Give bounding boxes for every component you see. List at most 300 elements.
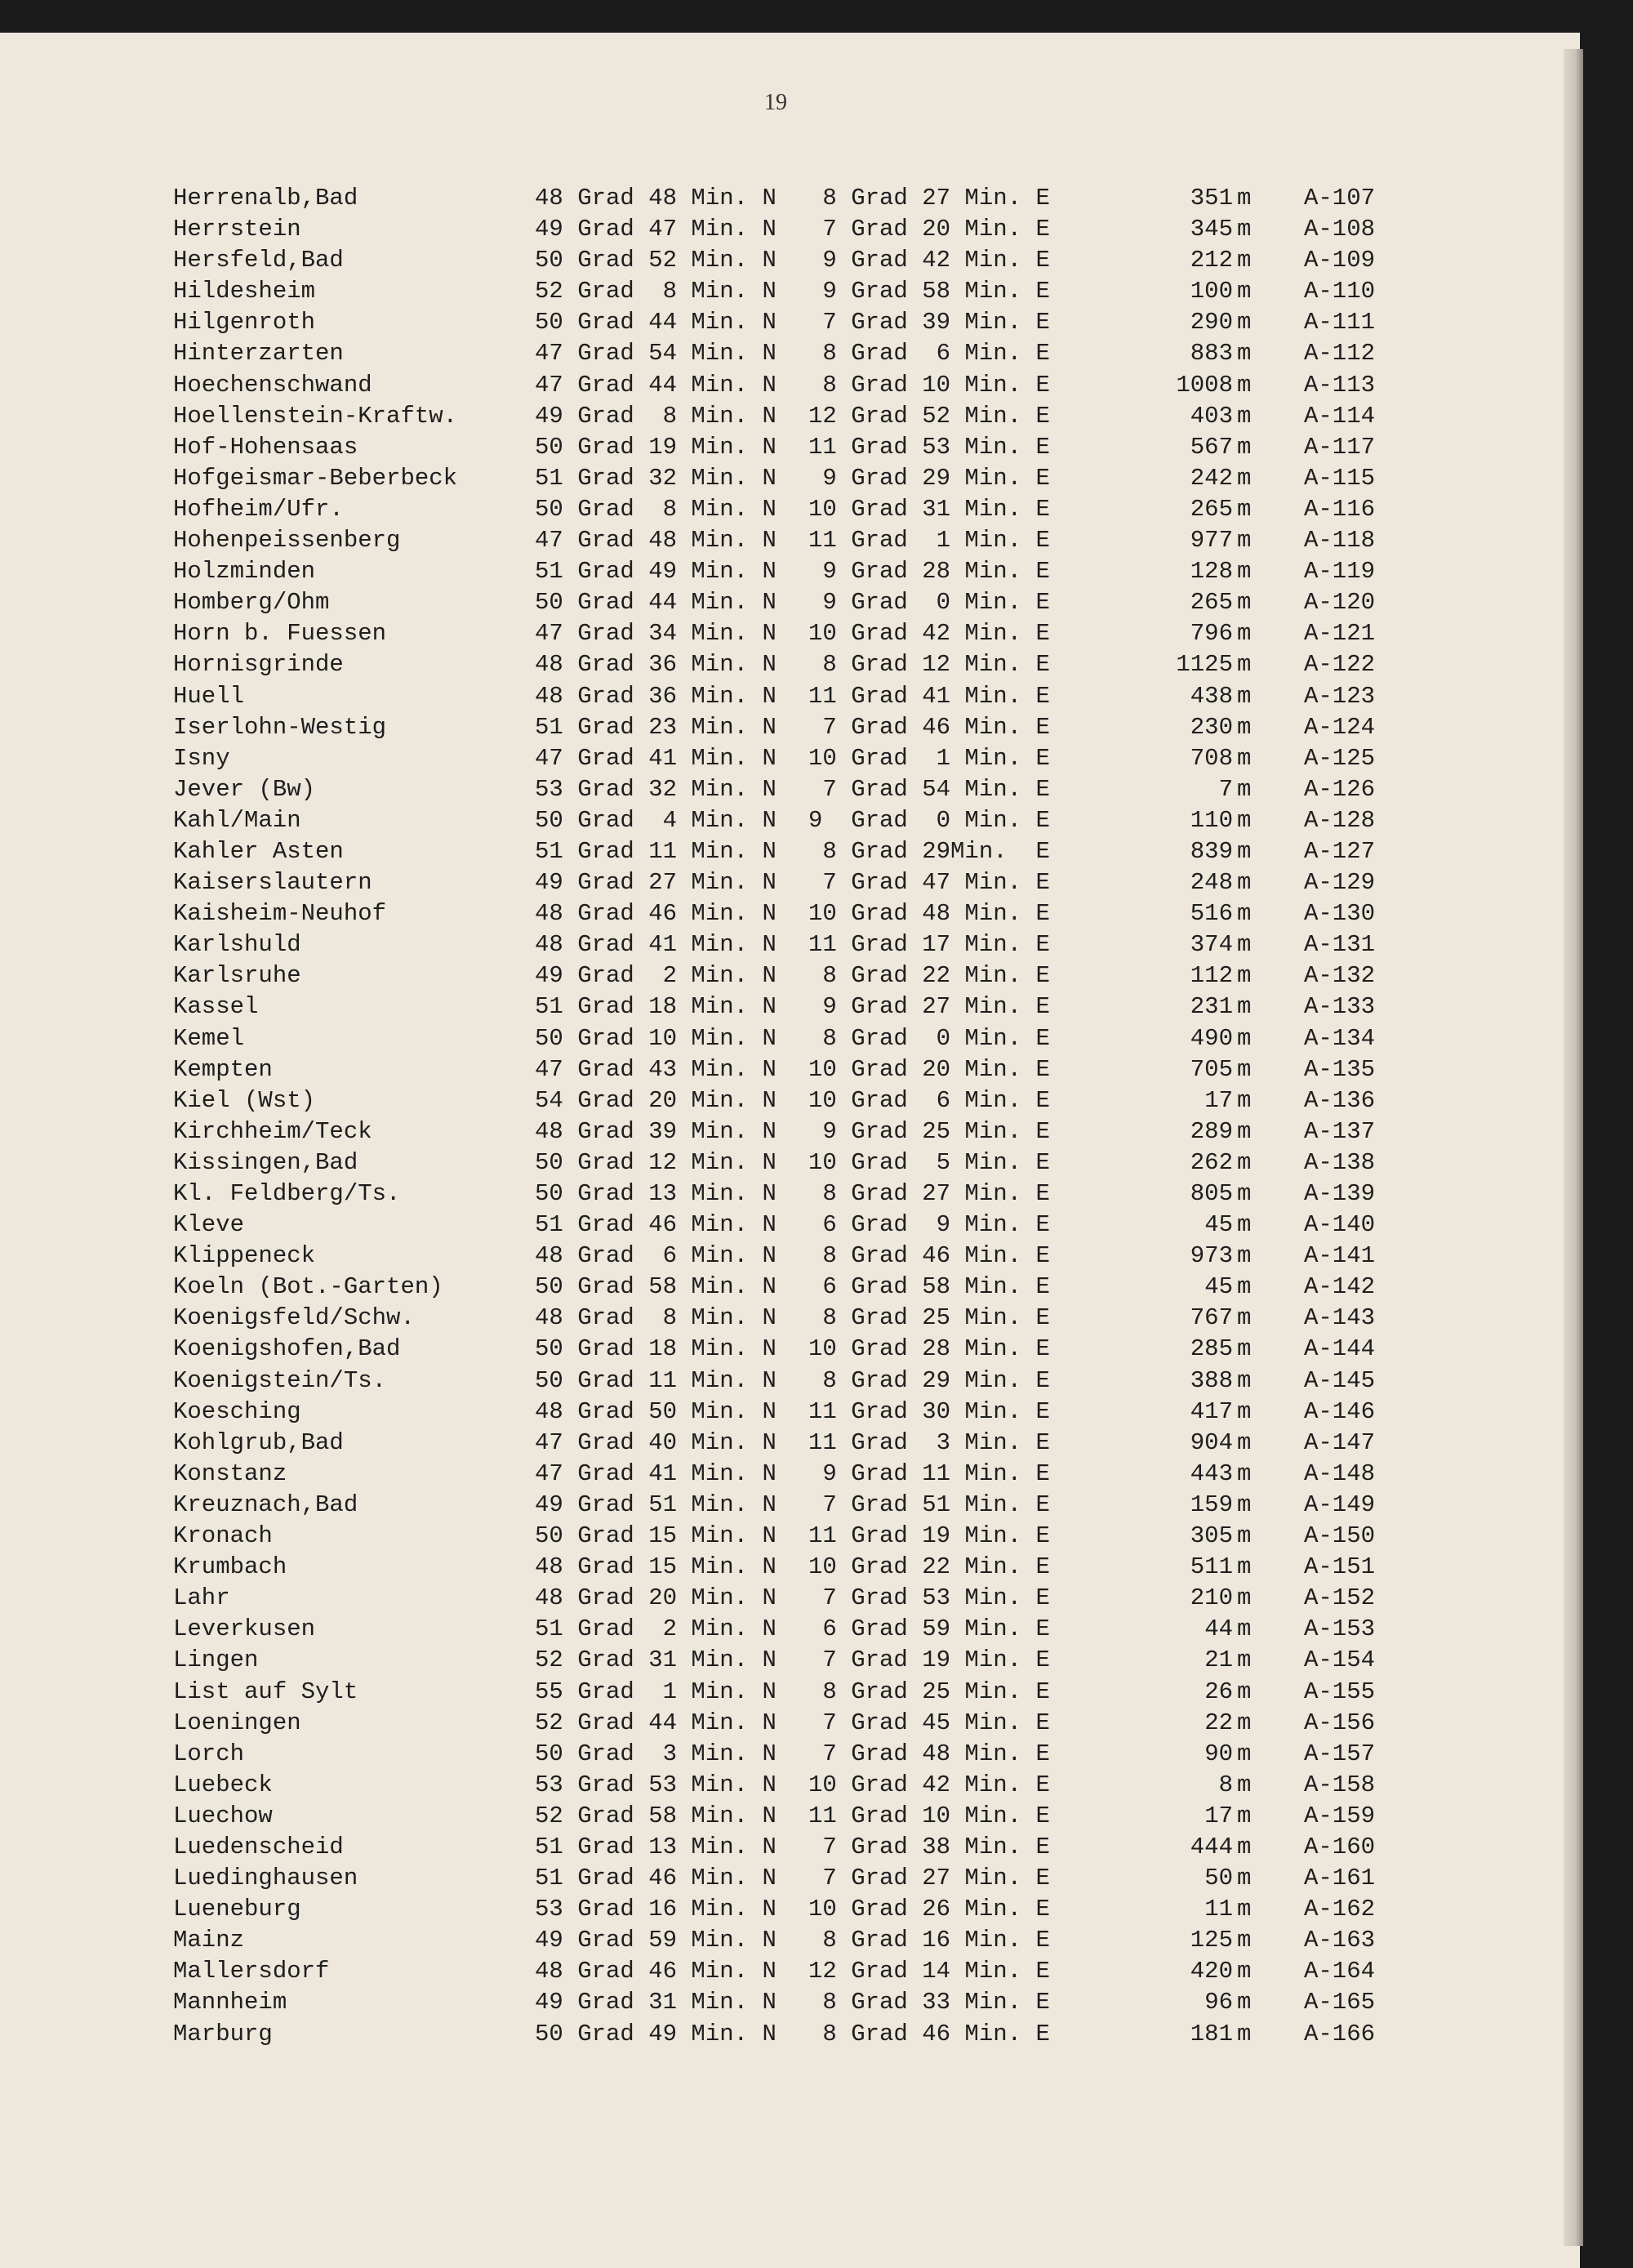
altitude-unit: m: [1237, 1335, 1252, 1363]
station-name: Kissingen,Bad: [173, 1148, 358, 1176]
latitude: 49 Grad 47 Min. N: [535, 216, 776, 243]
altitude-unit: m: [1237, 1428, 1252, 1456]
latitude: 48 Grad 36 Min. N: [535, 682, 776, 710]
station-name: Hilgenroth: [173, 309, 316, 336]
altitude-unit: m: [1237, 1771, 1252, 1798]
station-name: Marburg: [173, 2020, 273, 2047]
station-id: A-150: [1304, 1522, 1376, 1550]
latitude: 50 Grad 44 Min. N: [535, 589, 776, 617]
longitude: 10 Grad 48 Min. E: [808, 900, 1050, 928]
station-name: Kreuznach,Bad: [173, 1490, 358, 1518]
altitude: 305: [1190, 1522, 1233, 1550]
longitude: 10 Grad 31 Min. E: [808, 495, 1050, 523]
altitude: 708: [1190, 744, 1233, 772]
altitude-unit: m: [1237, 1055, 1252, 1083]
altitude: 44: [1204, 1615, 1233, 1643]
station-id: A-142: [1304, 1273, 1376, 1301]
station-id: A-117: [1304, 433, 1376, 461]
altitude: 210: [1190, 1584, 1233, 1612]
altitude-unit: m: [1237, 962, 1252, 990]
station-id: A-138: [1304, 1148, 1376, 1176]
table-row: [0, 525, 1551, 556]
latitude: 52 Grad 58 Min. N: [535, 1802, 776, 1829]
station-name: Karlsruhe: [173, 962, 301, 990]
station-name: Herrstein: [173, 216, 301, 243]
station-name: Koenigshofen,Bad: [173, 1335, 401, 1363]
altitude-unit: m: [1237, 682, 1252, 710]
station-id: A-125: [1304, 744, 1376, 772]
altitude: 516: [1190, 900, 1233, 928]
altitude-unit: m: [1237, 1646, 1252, 1674]
table-row: [0, 338, 1551, 369]
station-id: A-164: [1304, 1958, 1376, 1985]
latitude: 48 Grad 48 Min. N: [535, 185, 776, 212]
longitude: 7 Grad 19 Min. E: [808, 1646, 1050, 1674]
longitude: 7 Grad 53 Min. E: [808, 1584, 1050, 1612]
longitude: 7 Grad 47 Min. E: [808, 869, 1050, 897]
longitude: 8 Grad 12 Min. E: [808, 651, 1050, 679]
station-id: A-132: [1304, 962, 1376, 990]
station-name: Kronach: [173, 1522, 273, 1550]
altitude: 1125: [1176, 651, 1233, 679]
altitude-unit: m: [1237, 993, 1252, 1021]
latitude: 47 Grad 41 Min. N: [535, 1459, 776, 1487]
latitude: 48 Grad 15 Min. N: [535, 1553, 776, 1581]
station-name: Kiel (Wst): [173, 1086, 316, 1114]
station-id: A-108: [1304, 216, 1376, 243]
table-row: [0, 1054, 1551, 1085]
table-row: [0, 1085, 1551, 1116]
longitude: 10 Grad 26 Min. E: [808, 1896, 1050, 1923]
station-id: A-136: [1304, 1086, 1376, 1114]
longitude: 11 Grad 53 Min. E: [808, 433, 1050, 461]
altitude-unit: m: [1237, 1148, 1252, 1176]
longitude: 8 Grad 10 Min. E: [808, 371, 1050, 399]
latitude: 47 Grad 41 Min. N: [535, 744, 776, 772]
station-id: A-146: [1304, 1397, 1376, 1425]
table-row: [0, 1241, 1551, 1272]
altitude-unit: m: [1237, 1896, 1252, 1923]
station-id: A-141: [1304, 1242, 1376, 1270]
altitude: 212: [1190, 247, 1233, 274]
latitude: 48 Grad 8 Min. N: [535, 1304, 776, 1332]
longitude: 10 Grad 22 Min. E: [808, 1553, 1050, 1581]
longitude: 7 Grad 39 Min. E: [808, 309, 1050, 336]
latitude: 50 Grad 13 Min. N: [535, 1180, 776, 1207]
station-id: A-135: [1304, 1055, 1376, 1083]
station-id: A-163: [1304, 1927, 1376, 1954]
table-row: [0, 556, 1551, 587]
altitude-unit: m: [1237, 651, 1252, 679]
altitude: 351: [1190, 185, 1233, 212]
altitude: 50: [1204, 1865, 1233, 1892]
station-name: Karlshuld: [173, 931, 301, 959]
latitude: 48 Grad 39 Min. N: [535, 1117, 776, 1145]
altitude: 388: [1190, 1366, 1233, 1394]
station-id: A-112: [1304, 340, 1376, 368]
latitude: 51 Grad 46 Min. N: [535, 1865, 776, 1892]
table-row: [0, 1490, 1551, 1521]
station-id: A-162: [1304, 1896, 1376, 1923]
latitude: 50 Grad 18 Min. N: [535, 1335, 776, 1363]
table-row: [0, 1708, 1551, 1739]
station-id: A-115: [1304, 464, 1376, 492]
table-row: [0, 991, 1551, 1023]
latitude: 50 Grad 52 Min. N: [535, 247, 776, 274]
station-id: A-151: [1304, 1553, 1376, 1581]
altitude-unit: m: [1237, 216, 1252, 243]
table-row: [0, 1521, 1551, 1552]
altitude-unit: m: [1237, 185, 1252, 212]
station-id: A-123: [1304, 682, 1376, 710]
station-name: Hohenpeissenberg: [173, 527, 401, 555]
station-id: A-152: [1304, 1584, 1376, 1612]
station-id: A-113: [1304, 371, 1376, 399]
page-edge: [1564, 49, 1583, 2246]
station-id: A-107: [1304, 185, 1376, 212]
table-row: [0, 867, 1551, 898]
altitude-unit: m: [1237, 1833, 1252, 1860]
longitude: 8 Grad 25 Min. E: [808, 1678, 1050, 1705]
station-id: A-120: [1304, 589, 1376, 617]
station-name: Huell: [173, 682, 245, 710]
table-row: [0, 1925, 1551, 1956]
station-name: Kaiserslautern: [173, 869, 372, 897]
altitude-unit: m: [1237, 589, 1252, 617]
station-name: Kirchheim/Teck: [173, 1117, 372, 1145]
latitude: 47 Grad 48 Min. N: [535, 527, 776, 555]
latitude: 54 Grad 20 Min. N: [535, 1086, 776, 1114]
station-name: List auf Sylt: [173, 1678, 358, 1705]
longitude: 10 Grad 6 Min. E: [808, 1086, 1050, 1114]
table-row: [0, 183, 1551, 214]
altitude: 1008: [1176, 371, 1233, 399]
station-name: Kaisheim-Neuhof: [173, 900, 387, 928]
longitude: 9 Grad 27 Min. E: [808, 993, 1050, 1021]
station-name: Hildesheim: [173, 278, 316, 305]
station-name: Klippeneck: [173, 1242, 316, 1270]
table-row: [0, 432, 1551, 463]
altitude-unit: m: [1237, 464, 1252, 492]
altitude-unit: m: [1237, 1490, 1252, 1518]
station-id: A-109: [1304, 247, 1376, 274]
longitude: 6 Grad 59 Min. E: [808, 1615, 1050, 1643]
table-row: [0, 898, 1551, 929]
longitude: 6 Grad 58 Min. E: [808, 1273, 1050, 1301]
station-name: Kassel: [173, 993, 259, 1021]
longitude: 8 Grad 0 Min. E: [808, 1024, 1050, 1052]
altitude: 22: [1204, 1709, 1233, 1736]
station-id: A-133: [1304, 993, 1376, 1021]
latitude: 50 Grad 19 Min. N: [535, 433, 776, 461]
latitude: 48 Grad 41 Min. N: [535, 931, 776, 959]
altitude-unit: m: [1237, 1678, 1252, 1705]
latitude: 51 Grad 46 Min. N: [535, 1211, 776, 1239]
table-row: [0, 1770, 1551, 1801]
station-name: Homberg/Ohm: [173, 589, 330, 617]
altitude-unit: m: [1237, 1927, 1252, 1954]
altitude: 490: [1190, 1024, 1233, 1052]
table-row: [0, 494, 1551, 525]
altitude-unit: m: [1237, 1865, 1252, 1892]
altitude-unit: m: [1237, 1709, 1252, 1736]
station-name: Luedinghausen: [173, 1865, 358, 1892]
station-id: A-145: [1304, 1366, 1376, 1394]
altitude: 904: [1190, 1428, 1233, 1456]
station-id: A-130: [1304, 900, 1376, 928]
altitude-unit: m: [1237, 1024, 1252, 1052]
longitude: 10 Grad 20 Min. E: [808, 1055, 1050, 1083]
station-name: Luebeck: [173, 1771, 273, 1798]
altitude-unit: m: [1237, 2020, 1252, 2047]
station-id: A-143: [1304, 1304, 1376, 1332]
altitude: 977: [1190, 527, 1233, 555]
altitude-unit: m: [1237, 495, 1252, 523]
altitude-unit: m: [1237, 402, 1252, 430]
altitude: 973: [1190, 1242, 1233, 1270]
altitude: 805: [1190, 1180, 1233, 1207]
altitude-unit: m: [1237, 558, 1252, 586]
station-id: A-129: [1304, 869, 1376, 897]
longitude: 8 Grad 46 Min. E: [808, 1242, 1050, 1270]
table-row: [0, 1677, 1551, 1708]
table-row: [0, 805, 1551, 836]
altitude-unit: m: [1237, 1086, 1252, 1114]
latitude: 47 Grad 40 Min. N: [535, 1428, 776, 1456]
altitude-unit: m: [1237, 806, 1252, 834]
longitude: 12 Grad 14 Min. E: [808, 1958, 1050, 1985]
table-row: [0, 1397, 1551, 1428]
altitude-unit: m: [1237, 371, 1252, 399]
station-name: Kempten: [173, 1055, 273, 1083]
table-row: [0, 1739, 1551, 1770]
longitude: 9 Grad 29 Min. E: [808, 464, 1050, 492]
table-row: [0, 245, 1551, 276]
station-id: A-147: [1304, 1428, 1376, 1456]
altitude: 45: [1204, 1211, 1233, 1239]
table-row: [0, 1645, 1551, 1676]
longitude: 6 Grad 9 Min. E: [808, 1211, 1050, 1239]
altitude: 181: [1190, 2020, 1233, 2047]
table-row: [0, 774, 1551, 805]
page-number: 19: [764, 90, 787, 115]
station-name: Kohlgrub,Bad: [173, 1428, 344, 1456]
longitude: 11 Grad 10 Min. E: [808, 1802, 1050, 1829]
altitude: 839: [1190, 837, 1233, 865]
station-id: A-134: [1304, 1024, 1376, 1052]
station-id: A-139: [1304, 1180, 1376, 1207]
latitude: 52 Grad 8 Min. N: [535, 278, 776, 305]
altitude-unit: m: [1237, 1304, 1252, 1332]
station-name: Koenigsfeld/Schw.: [173, 1304, 415, 1332]
station-name: Koeln (Bot.-Garten): [173, 1273, 443, 1301]
longitude: 9 Grad 0 Min. E: [808, 589, 1050, 617]
altitude-unit: m: [1237, 1802, 1252, 1829]
altitude: 374: [1190, 931, 1233, 959]
station-id: A-159: [1304, 1802, 1376, 1829]
station-id: A-116: [1304, 495, 1376, 523]
altitude-unit: m: [1237, 1180, 1252, 1207]
table-row: [0, 1210, 1551, 1241]
latitude: 49 Grad 27 Min. N: [535, 869, 776, 897]
station-id: A-149: [1304, 1490, 1376, 1518]
station-name: Hof-Hohensaas: [173, 433, 358, 461]
longitude: 10 Grad 42 Min. E: [808, 1771, 1050, 1798]
station-id: A-155: [1304, 1678, 1376, 1705]
station-id: A-110: [1304, 278, 1376, 305]
station-id: A-121: [1304, 620, 1376, 648]
latitude: 52 Grad 44 Min. N: [535, 1709, 776, 1736]
station-name: Jever (Bw): [173, 775, 316, 803]
longitude: 8 Grad 6 Min. E: [808, 340, 1050, 368]
latitude: 50 Grad 3 Min. N: [535, 1740, 776, 1767]
station-name: Lingen: [173, 1646, 259, 1674]
latitude: 50 Grad 8 Min. N: [535, 495, 776, 523]
table-row: [0, 307, 1551, 338]
altitude-unit: m: [1237, 340, 1252, 368]
longitude: 8 Grad 27 Min. E: [808, 1180, 1050, 1207]
table-row: [0, 401, 1551, 432]
latitude: 50 Grad 10 Min. N: [535, 1024, 776, 1052]
altitude-unit: m: [1237, 837, 1252, 865]
altitude-unit: m: [1237, 1584, 1252, 1612]
station-id: A-157: [1304, 1740, 1376, 1767]
altitude: 705: [1190, 1055, 1233, 1083]
longitude: 10 Grad 42 Min. E: [808, 620, 1050, 648]
station-id: A-156: [1304, 1709, 1376, 1736]
altitude: 231: [1190, 993, 1233, 1021]
latitude: 50 Grad 11 Min. N: [535, 1366, 776, 1394]
altitude-unit: m: [1237, 1989, 1252, 2016]
table-row: [0, 1801, 1551, 1832]
station-name: Koesching: [173, 1397, 301, 1425]
latitude: 51 Grad 11 Min. N: [535, 837, 776, 865]
altitude: 21: [1204, 1646, 1233, 1674]
station-name: Holzminden: [173, 558, 316, 586]
table-row: [0, 743, 1551, 774]
longitude: 9 Grad 25 Min. E: [808, 1117, 1050, 1145]
altitude: 230: [1190, 713, 1233, 741]
station-id: A-111: [1304, 309, 1376, 336]
table-row: [0, 1147, 1551, 1179]
latitude: 49 Grad 59 Min. N: [535, 1927, 776, 1954]
altitude: 417: [1190, 1397, 1233, 1425]
station-name: Mallersdorf: [173, 1958, 330, 1985]
station-name: Kahl/Main: [173, 806, 301, 834]
latitude: 47 Grad 54 Min. N: [535, 340, 776, 368]
altitude-unit: m: [1237, 278, 1252, 305]
longitude: 8 Grad 22 Min. E: [808, 962, 1050, 990]
station-id: A-126: [1304, 775, 1376, 803]
latitude: 50 Grad 44 Min. N: [535, 309, 776, 336]
altitude: 96: [1204, 1989, 1233, 2016]
latitude: 49 Grad 2 Min. N: [535, 962, 776, 990]
altitude: 265: [1190, 495, 1233, 523]
altitude-unit: m: [1237, 433, 1252, 461]
altitude: 289: [1190, 1117, 1233, 1145]
station-name: Loeningen: [173, 1709, 301, 1736]
table-row: [0, 1428, 1551, 1459]
altitude: 567: [1190, 433, 1233, 461]
station-name: Kleve: [173, 1211, 245, 1239]
longitude: 11 Grad 19 Min. E: [808, 1522, 1050, 1550]
table-row: [0, 1272, 1551, 1303]
table-row: [0, 649, 1551, 680]
station-id: A-114: [1304, 402, 1376, 430]
table-row: [0, 681, 1551, 712]
station-name: Mannheim: [173, 1989, 287, 2016]
longitude: 8 Grad 33 Min. E: [808, 1989, 1050, 2016]
table-row: [0, 1459, 1551, 1490]
altitude: 26: [1204, 1678, 1233, 1705]
latitude: 52 Grad 31 Min. N: [535, 1646, 776, 1674]
altitude: 511: [1190, 1553, 1233, 1581]
longitude: 11 Grad 17 Min. E: [808, 931, 1050, 959]
longitude: 12 Grad 52 Min. E: [808, 402, 1050, 430]
altitude: 248: [1190, 869, 1233, 897]
longitude: 7 Grad 45 Min. E: [808, 1709, 1050, 1736]
table-row: [0, 1116, 1551, 1147]
altitude: 345: [1190, 216, 1233, 243]
latitude: 48 Grad 46 Min. N: [535, 900, 776, 928]
altitude: 443: [1190, 1459, 1233, 1487]
station-id: A-154: [1304, 1646, 1376, 1674]
station-id: A-118: [1304, 527, 1376, 555]
altitude: 90: [1204, 1740, 1233, 1767]
altitude: 159: [1190, 1490, 1233, 1518]
latitude: 48 Grad 20 Min. N: [535, 1584, 776, 1612]
longitude: 9 Grad 11 Min. E: [808, 1459, 1050, 1487]
station-id: A-160: [1304, 1833, 1376, 1860]
table-row: [0, 1956, 1551, 1987]
station-name: Hofheim/Ufr.: [173, 495, 344, 523]
table-row: [0, 1832, 1551, 1863]
station-name: Hersfeld,Bad: [173, 247, 344, 274]
altitude: 262: [1190, 1148, 1233, 1176]
table-row: [0, 1179, 1551, 1210]
station-id: A-165: [1304, 1989, 1376, 2016]
station-name: Kemel: [173, 1024, 245, 1052]
altitude-unit: m: [1237, 247, 1252, 274]
table-row: [0, 214, 1551, 245]
station-id: A-161: [1304, 1865, 1376, 1892]
station-name: Hofgeismar-Beberbeck: [173, 464, 458, 492]
table-row: [0, 1863, 1551, 1894]
longitude: 7 Grad 54 Min. E: [808, 775, 1050, 803]
latitude: 50 Grad 49 Min. N: [535, 2020, 776, 2047]
table-row: [0, 1303, 1551, 1334]
altitude-unit: m: [1237, 527, 1252, 555]
station-name: Krumbach: [173, 1553, 287, 1581]
latitude: 48 Grad 6 Min. N: [535, 1242, 776, 1270]
altitude: 420: [1190, 1958, 1233, 1985]
longitude: 10 Grad 1 Min. E: [808, 744, 1050, 772]
table-row: [0, 276, 1551, 307]
latitude: 53 Grad 32 Min. N: [535, 775, 776, 803]
altitude-unit: m: [1237, 309, 1252, 336]
altitude: 112: [1190, 962, 1233, 990]
table-row: [0, 370, 1551, 401]
altitude-unit: m: [1237, 744, 1252, 772]
latitude: 47 Grad 43 Min. N: [535, 1055, 776, 1083]
altitude: 45: [1204, 1273, 1233, 1301]
altitude-unit: m: [1237, 1117, 1252, 1145]
altitude-unit: m: [1237, 1242, 1252, 1270]
table-row: [0, 929, 1551, 960]
altitude: 265: [1190, 589, 1233, 617]
altitude: 285: [1190, 1335, 1233, 1363]
altitude-unit: m: [1237, 1397, 1252, 1425]
